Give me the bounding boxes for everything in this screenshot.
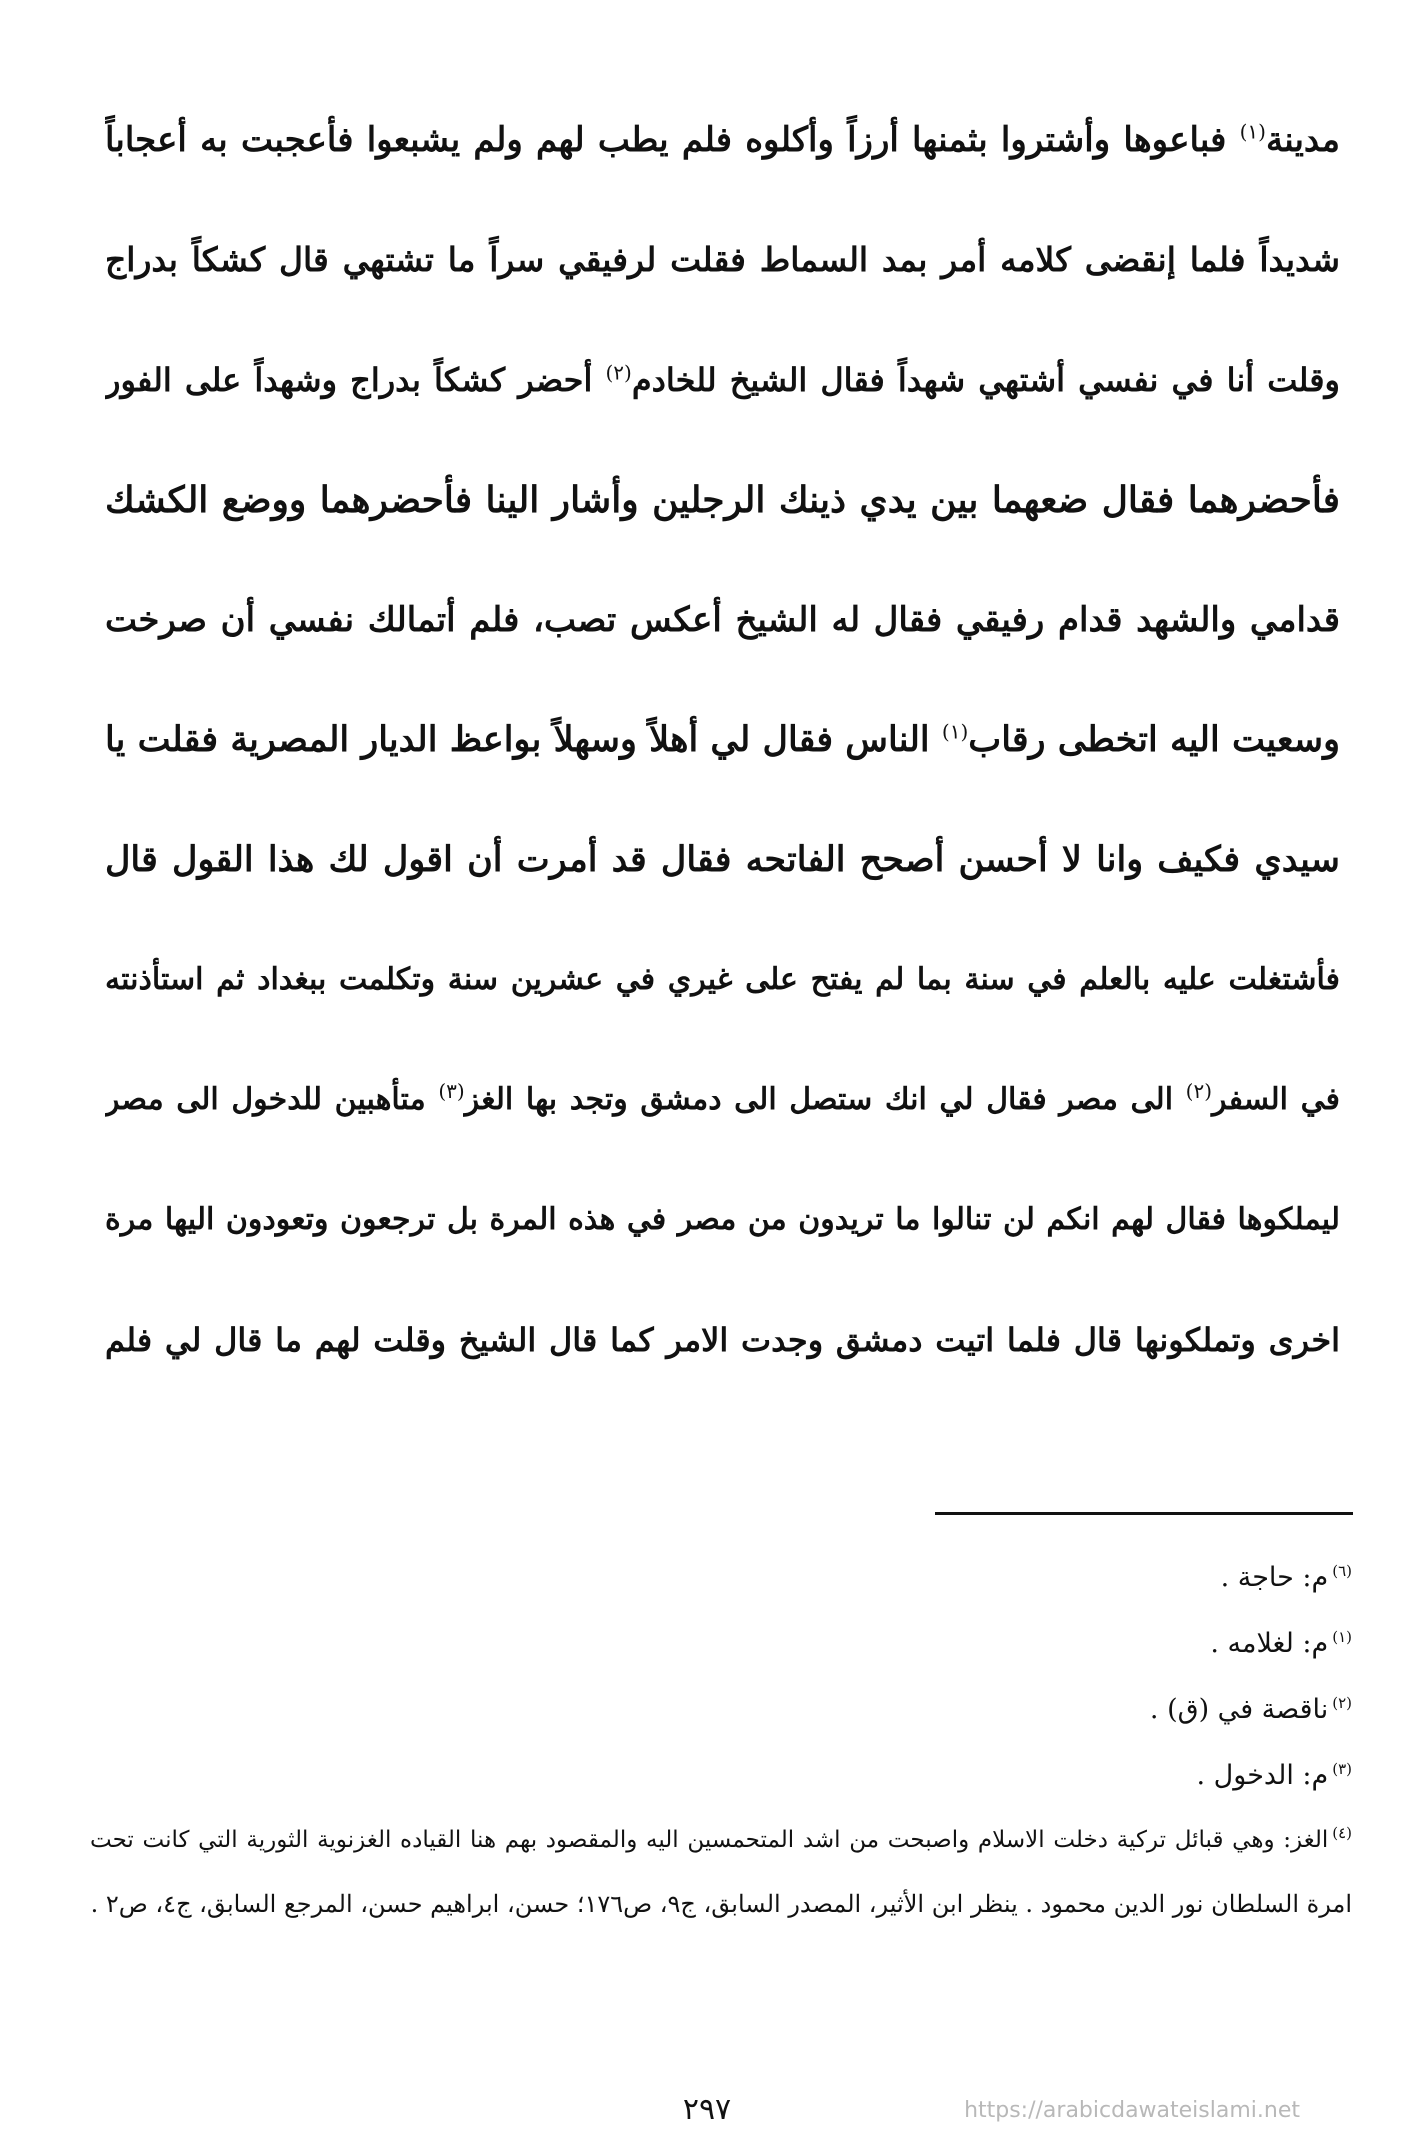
text-segment: اخرى وتملكونها قال فلما اتيت دمشق وجدت الامر كما قال الشيخ وقلت لهم ما قال لي فلم: [105, 1321, 1340, 1359]
footnote-item: [90, 1743, 1352, 1809]
footnote-number: (٢): [1332, 1694, 1352, 1712]
text-line-5: [105, 560, 1340, 680]
footnote-item: [90, 1611, 1352, 1677]
footnote-item: [90, 1545, 1352, 1611]
text-segment: وسعيت اليه اتخطى رقاب: [968, 719, 1340, 760]
footnote-marker: (٢): [605, 360, 632, 385]
footnote-marker: (١): [1239, 119, 1266, 144]
footnote-item: [90, 1677, 1352, 1743]
footnote-continuation: [90, 1871, 1352, 1937]
footnote-text: امرة السلطان نور الدين محمود . ينظر ابن الأثير، المصدر السابق، ج٩، ص١٧٦؛ حسن، ابراهيم حسن، المرجع السابق، ج٤، ص٢ .: [90, 1890, 1352, 1918]
page-number: ٢٩٧: [682, 2092, 732, 2127]
text-segment: فباعوها وأشتروا بثمنها أرزاً وأكلوه فلم يطب لهم ولم يشبعوا فأعجبت به أعجاباً: [105, 120, 1240, 160]
footnote-text: م: لغلامه .: [1210, 1628, 1329, 1659]
footnote-text: الغز: وهي قبائل تركية دخلت الاسلام واصبحت من اشد المتحمسين اليه والمقصود بهم هنا القياده الغزنوية الثورية التي كانت تحت: [90, 1827, 1329, 1853]
text-segment: سيدي فكيف وانا لا أحسن أصحح الفاتحه فقال قد أمرت أن اقول لك هذا القول قال: [105, 839, 1340, 880]
footnote-item: [90, 1809, 1352, 1871]
footnote-number: (٣): [1332, 1760, 1352, 1778]
footnote-text: ناقصة في (ق) .: [1149, 1694, 1329, 1725]
text-segment: متأهبين للدخول الى مصر: [105, 1082, 439, 1117]
text-segment: فأشتغلت عليه بالعلم في سنة بما لم يفتح على غيري في عشرين سنة وتكلمت ببغداد ثم استأذنته: [105, 962, 1340, 997]
footnote-number: (٦): [1332, 1562, 1352, 1580]
footnote-text: م: الدخول .: [1196, 1760, 1329, 1791]
text-line-9: [105, 1040, 1340, 1160]
text-line-2: [105, 200, 1340, 320]
text-line-8: [105, 920, 1340, 1040]
footnote-number: (٤): [1332, 1824, 1352, 1843]
text-line-4: [105, 440, 1340, 560]
text-segment: وقلت أنا في نفسي أشتهي شهداً فقال الشيخ للخادم: [631, 361, 1340, 399]
text-segment: فأحضرهما فقال ضعهما بين يدي ذينك الرجلين وأشار الينا فأحضرهما ووضع الكشك: [105, 479, 1340, 521]
text-segment: الناس فقال لي أهلاً وسهلاً بواعظ الديار المصرية فقلت يا: [105, 719, 942, 760]
text-segment: قدامي والشهد قدام رفيقي فقال له الشيخ أعكس تصب، فلم أتمالك نفسي أن صرخت: [105, 600, 1340, 640]
text-segment: في السفر: [1212, 1082, 1340, 1117]
text-line-6: [105, 680, 1340, 800]
footnote-text: م: حاجة .: [1220, 1562, 1329, 1593]
text-line-1: [105, 80, 1340, 200]
text-line-10: [105, 1160, 1340, 1280]
text-segment: أحضر كشكاً بدراج وشهداً على الفور: [105, 361, 606, 399]
main-text: [105, 80, 1340, 1400]
footnote-marker: (٢): [1185, 1079, 1213, 1103]
text-line-11: [105, 1280, 1340, 1400]
text-line-7: [105, 800, 1340, 920]
footnote-marker: (١): [941, 719, 969, 744]
text-segment: مدينة: [1265, 120, 1340, 160]
footnotes: [90, 1545, 1352, 1937]
footnote-number: (١): [1332, 1628, 1352, 1646]
footnote-separator: [935, 1512, 1353, 1515]
text-segment: ليملكوها فقال لهم انكم لن تنالوا ما تريدون من مصر في هذه المرة بل ترجعون وتعودون اليها مرة: [105, 1202, 1340, 1237]
text-segment: الى مصر فقال لي انك ستصل الى دمشق وتجد بها الغز: [464, 1082, 1186, 1117]
watermark-url: https://arabicdawateislami.net: [964, 2098, 1300, 2123]
footnote-marker: (٣): [438, 1079, 465, 1103]
text-line-3: [105, 320, 1340, 440]
text-segment: شديداً فلما إنقضى كلامه أمر بمد السماط فقلت لرفيقي سراً ما تشتهي قال كشكاً بدراج: [105, 240, 1340, 279]
